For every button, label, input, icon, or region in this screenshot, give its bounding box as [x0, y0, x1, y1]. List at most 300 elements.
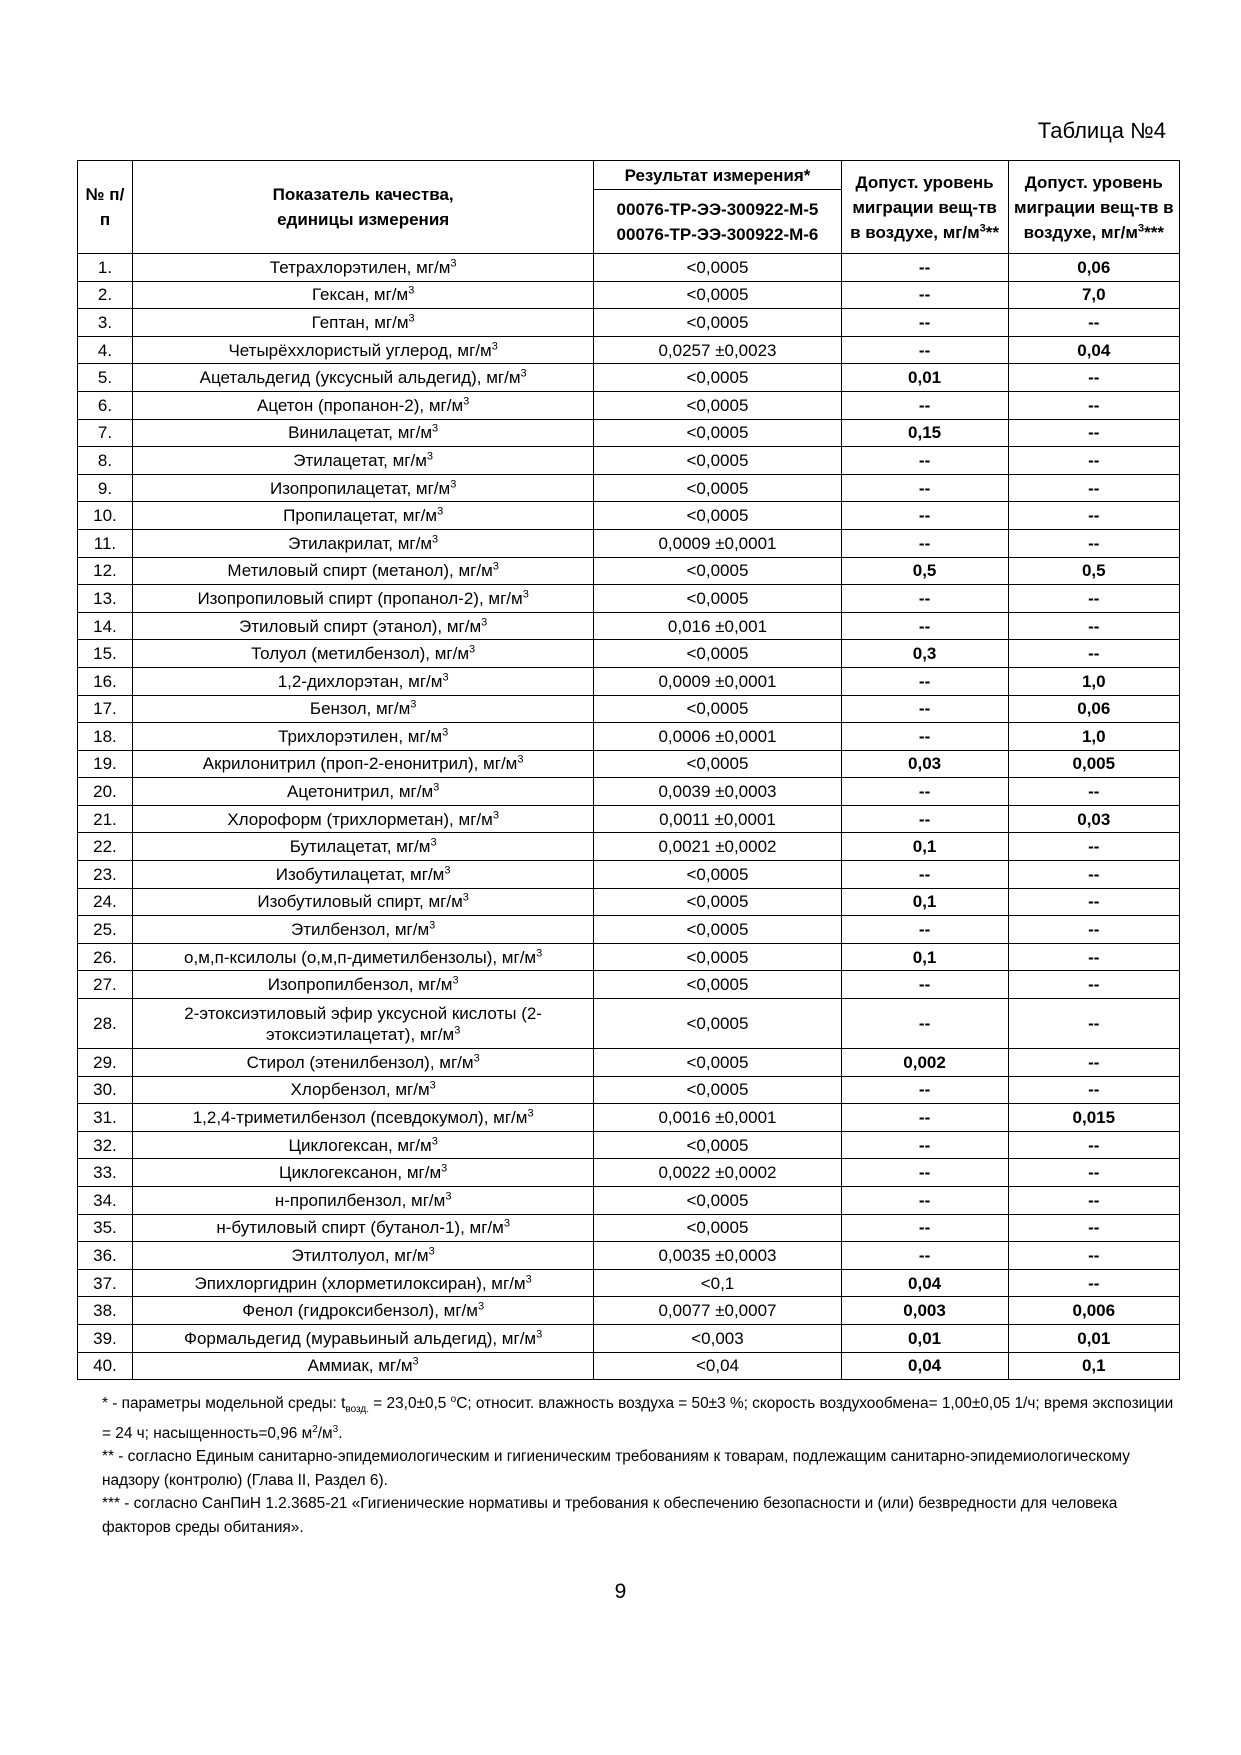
row-indicator-text: Толуол (метилбензол), мг/м [251, 644, 470, 664]
row-limit-2: -- [1008, 585, 1179, 613]
row-limit-2: -- [1008, 971, 1179, 999]
row-indicator [132, 336, 593, 364]
row-number: 1. [78, 254, 133, 282]
row-limit-2: -- [1008, 861, 1179, 889]
row-limit-1: -- [841, 612, 1008, 640]
row-result: <0,0005 [594, 254, 841, 282]
row-limit-2: -- [1008, 833, 1179, 861]
row-indicator [132, 861, 593, 889]
row-limit-2: -- [1008, 1159, 1179, 1187]
row-indicator-text: Акрилонитрил (проп-2-енонитрил), мг/м [202, 754, 518, 774]
row-indicator [132, 888, 593, 916]
row-number: 12. [78, 557, 133, 585]
table-row [78, 1104, 1180, 1132]
row-indicator-sup: 3 [481, 615, 488, 628]
row-number: 27. [78, 971, 133, 999]
row-limit-2: -- [1008, 916, 1179, 944]
row-indicator-sup: 3 [430, 836, 437, 849]
header-sample-ids [594, 190, 841, 254]
row-result: <0,0005 [594, 1049, 841, 1077]
row-indicator [132, 999, 593, 1049]
header-limit-1-suffix: ** [985, 222, 1000, 242]
row-result: <0,0005 [594, 281, 841, 309]
row-limit-1: 0,04 [841, 1352, 1008, 1380]
row-indicator-sup: 3 [428, 1245, 435, 1258]
header-indicator-line2: единицы измерения [277, 210, 450, 229]
row-number: 34. [78, 1187, 133, 1215]
table-row [78, 502, 1180, 530]
row-result: 0,0016 ±0,0001 [594, 1104, 841, 1132]
row-number: 9. [78, 474, 133, 502]
table-row [78, 474, 1180, 502]
row-limit-1: -- [841, 1076, 1008, 1104]
table-row [78, 916, 1180, 944]
row-result: <0,0005 [594, 557, 841, 585]
row-indicator-text: Хлороформ (трихлорметан), мг/м [227, 809, 493, 829]
row-indicator-sup: 3 [525, 1272, 532, 1285]
row-number: 19. [78, 750, 133, 778]
row-limit-1: 0,002 [841, 1049, 1008, 1077]
table-row [78, 943, 1180, 971]
row-indicator-text: Четырёххлористый углерод, мг/м [228, 340, 492, 360]
row-indicator [132, 419, 593, 447]
row-limit-2: -- [1008, 1242, 1179, 1270]
row-indicator [132, 612, 593, 640]
row-indicator-text: Этиловый спирт (этанол), мг/м [239, 616, 482, 636]
row-number: 22. [78, 833, 133, 861]
table-row [78, 557, 1180, 585]
row-indicator-text: Тетрахлорэтилен, мг/м [269, 257, 451, 277]
row-limit-1: -- [841, 309, 1008, 337]
table-row [78, 1131, 1180, 1159]
row-indicator-text: Гептан, мг/м [311, 312, 409, 332]
footnote-2: ** - согласно Единым санитарно-эпидемиологическим и гигиеническим требованиям к товарам, подлежащим санитарно-эпидемиологическому надзору (контролю) (Глава II, Раздел 6). [102, 1448, 1130, 1489]
row-limit-2: -- [1008, 943, 1179, 971]
row-indicator-sup: 3 [536, 1328, 543, 1341]
row-number: 36. [78, 1242, 133, 1270]
row-indicator [132, 695, 593, 723]
row-indicator-sup: 3 [463, 395, 470, 408]
row-indicator [132, 1269, 593, 1297]
row-indicator-sup: 3 [491, 339, 498, 352]
row-indicator-sup: 3 [432, 533, 439, 546]
row-limit-2: -- [1008, 419, 1179, 447]
row-result: 0,0257 ±0,0023 [594, 336, 841, 364]
row-limit-2: -- [1008, 1269, 1179, 1297]
row-result: 0,0009 ±0,0001 [594, 529, 841, 557]
row-number: 33. [78, 1159, 133, 1187]
row-indicator-text: Изопропилацетат, мг/м [269, 478, 451, 498]
footnote-1-d: /м [317, 1424, 333, 1442]
table-row [78, 805, 1180, 833]
row-result: <0,003 [594, 1324, 841, 1352]
row-indicator [132, 502, 593, 530]
results-table [77, 160, 1180, 1380]
row-number: 21. [78, 805, 133, 833]
row-limit-2: -- [1008, 778, 1179, 806]
row-number: 13. [78, 585, 133, 613]
row-result: <0,0005 [594, 474, 841, 502]
row-result: 0,0039 ±0,0003 [594, 778, 841, 806]
row-indicator-sup: 3 [410, 698, 417, 711]
row-indicator [132, 529, 593, 557]
table-row [78, 391, 1180, 419]
row-indicator-text: Винилацетат, мг/м [288, 423, 433, 443]
row-indicator-text: н-пропилбензол, мг/м [274, 1190, 446, 1210]
row-indicator-text: Этилтолуол, мг/м [291, 1245, 429, 1265]
row-number: 23. [78, 861, 133, 889]
table-row [78, 585, 1180, 613]
table-row [78, 695, 1180, 723]
row-number: 29. [78, 1049, 133, 1077]
row-indicator-sup: 3 [450, 257, 457, 270]
row-result: 0,0077 ±0,0007 [594, 1297, 841, 1325]
row-indicator-text: 1,2,4-триметилбензол (псевдокумол), мг/м [192, 1108, 528, 1128]
row-limit-1: -- [841, 667, 1008, 695]
row-indicator [132, 447, 593, 475]
row-limit-1: -- [841, 916, 1008, 944]
row-indicator-sup: 3 [412, 1355, 419, 1368]
table-row [78, 1076, 1180, 1104]
row-indicator-sup: 3 [432, 422, 439, 435]
row-limit-1: -- [841, 971, 1008, 999]
row-limit-1: 0,003 [841, 1297, 1008, 1325]
row-indicator-text: н-бутиловый спирт (бутанол-1), мг/м [216, 1218, 504, 1238]
row-number: 28. [78, 999, 133, 1049]
row-indicator-text: Циклогексанон, мг/м [279, 1163, 442, 1183]
row-limit-1: -- [841, 502, 1008, 530]
row-number: 20. [78, 778, 133, 806]
row-result: 0,0021 ±0,0002 [594, 833, 841, 861]
header-limit-1 [841, 161, 1008, 254]
row-indicator [132, 833, 593, 861]
row-limit-1: -- [841, 805, 1008, 833]
row-result: 0,0035 ±0,0003 [594, 1242, 841, 1270]
row-limit-2: 0,06 [1008, 695, 1179, 723]
row-limit-2: -- [1008, 1187, 1179, 1215]
row-number: 17. [78, 695, 133, 723]
row-indicator [132, 1159, 593, 1187]
row-result: <0,0005 [594, 750, 841, 778]
row-limit-1: -- [841, 281, 1008, 309]
row-indicator [132, 971, 593, 999]
row-limit-2: -- [1008, 1131, 1179, 1159]
row-limit-1: -- [841, 861, 1008, 889]
row-indicator-sup: 3 [492, 809, 499, 822]
row-result: <0,0005 [594, 971, 841, 999]
row-indicator-text: Этилбензол, мг/м [291, 920, 430, 940]
header-result: Результат измерения* [594, 161, 841, 190]
row-limit-2: 0,015 [1008, 1104, 1179, 1132]
row-number: 25. [78, 916, 133, 944]
row-indicator [132, 1049, 593, 1077]
row-indicator [132, 723, 593, 751]
header-indicator-line1: Показатель качества, [272, 185, 454, 204]
footnote-1-c: С; относит. влажность воздуха = 50±3 %; скорость воздухообмена= 1,00±0,05 1/ч; время экспозиции = 24 ч; насыщенность=0,96 м [102, 1395, 1174, 1442]
row-indicator [132, 1131, 593, 1159]
row-indicator-sup: 3 [503, 1217, 510, 1230]
row-result: 0,0006 ±0,0001 [594, 723, 841, 751]
table-row [78, 640, 1180, 668]
row-number: 18. [78, 723, 133, 751]
row-indicator-text: Стирол (этенилбензол), мг/м [246, 1052, 474, 1072]
header-sample-id-1: 00076-ТР-ЭЭ-300922-М-5 [616, 199, 819, 219]
table-row [78, 888, 1180, 916]
row-number: 35. [78, 1214, 133, 1242]
row-limit-1: 0,3 [841, 640, 1008, 668]
row-limit-1: 0,1 [841, 833, 1008, 861]
row-indicator-sup: 3 [442, 671, 449, 684]
row-indicator-sup: 3 [473, 1052, 480, 1065]
footnote-1-deg: о [450, 1393, 457, 1405]
table-row [78, 1297, 1180, 1325]
row-result: <0,0005 [594, 309, 841, 337]
row-indicator [132, 364, 593, 392]
row-result: <0,0005 [594, 1187, 841, 1215]
row-indicator-sup: 3 [520, 367, 527, 380]
row-limit-1: 0,04 [841, 1269, 1008, 1297]
row-number: 30. [78, 1076, 133, 1104]
row-indicator-sup: 3 [527, 1107, 534, 1120]
table-row [78, 1324, 1180, 1352]
row-indicator [132, 1104, 593, 1132]
row-indicator-text: Хлорбензол, мг/м [290, 1080, 430, 1100]
table-row [78, 861, 1180, 889]
row-result: <0,04 [594, 1352, 841, 1380]
row-result: <0,0005 [594, 888, 841, 916]
row-indicator-text: Этилакрилат, мг/м [288, 533, 433, 553]
row-number: 4. [78, 336, 133, 364]
row-indicator-text: Этилацетат, мг/м [293, 450, 427, 470]
row-limit-2: -- [1008, 474, 1179, 502]
row-limit-2: 0,005 [1008, 750, 1179, 778]
table-row [78, 1187, 1180, 1215]
table-row [78, 254, 1180, 282]
table-row [78, 447, 1180, 475]
row-indicator-text: Изобутилацетат, мг/м [275, 864, 445, 884]
row-limit-2: -- [1008, 640, 1179, 668]
row-limit-1: -- [841, 254, 1008, 282]
row-number: 2. [78, 281, 133, 309]
row-indicator-sup: 3 [408, 284, 415, 297]
row-indicator-sup: 3 [441, 1162, 448, 1175]
row-limit-1: -- [841, 529, 1008, 557]
row-result: <0,0005 [594, 999, 841, 1049]
row-result: <0,0005 [594, 1131, 841, 1159]
header-limit-2-sup: 3 [1137, 221, 1145, 234]
header-limit-1-sup: 3 [979, 221, 986, 234]
row-indicator-text: 1,2-дихлорэтан, мг/м [277, 671, 443, 691]
table-row [78, 778, 1180, 806]
row-result: <0,1 [594, 1269, 841, 1297]
row-indicator [132, 1076, 593, 1104]
table-row [78, 971, 1180, 999]
row-result: 0,0009 ±0,0001 [594, 667, 841, 695]
header-limit-2-text: Допуст. уровень миграции вещ-тв в воздухе, мг/м [1013, 172, 1174, 242]
row-indicator-text: Ацетонитрил, мг/м [287, 782, 434, 802]
footnote-1-sub: возд. [345, 1404, 370, 1416]
row-result: <0,0005 [594, 1076, 841, 1104]
row-limit-2: 0,5 [1008, 557, 1179, 585]
row-number: 3. [78, 309, 133, 337]
row-limit-1: -- [841, 1242, 1008, 1270]
row-indicator-sup: 3 [431, 1134, 438, 1147]
row-indicator [132, 640, 593, 668]
table-row [78, 667, 1180, 695]
row-indicator [132, 585, 593, 613]
table-row [78, 309, 1180, 337]
row-indicator-text: Бензол, мг/м [309, 699, 411, 719]
row-number: 14. [78, 612, 133, 640]
row-limit-1: -- [841, 336, 1008, 364]
table-row [78, 336, 1180, 364]
footnote-1-e: . [338, 1424, 343, 1442]
row-indicator-sup: 3 [536, 946, 543, 959]
row-indicator-text: о,м,п-ксилолы (о,м,п-диметилбензолы), мг/м [184, 947, 537, 967]
row-limit-2: -- [1008, 309, 1179, 337]
row-indicator [132, 391, 593, 419]
row-limit-1: 0,01 [841, 364, 1008, 392]
footnote-3: *** - согласно СанПиН 1.2.3685-21 «Гигиенические нормативы и требования к обеспечению безопасности и (или) безвредности для человека факторов среды обитания». [102, 1495, 1118, 1536]
row-indicator-text: Фенол (гидроксибензол), мг/м [242, 1301, 478, 1321]
row-number: 7. [78, 419, 133, 447]
row-indicator [132, 1242, 593, 1270]
table-row [78, 612, 1180, 640]
row-limit-2: 0,03 [1008, 805, 1179, 833]
row-limit-1: 0,15 [841, 419, 1008, 447]
row-result: <0,0005 [594, 943, 841, 971]
footnote-1-sup3: 3 [332, 1423, 339, 1435]
row-result: <0,0005 [594, 585, 841, 613]
table-row [78, 1269, 1180, 1297]
row-indicator-sup: 3 [437, 505, 444, 518]
row-limit-1: -- [841, 391, 1008, 419]
row-limit-2: -- [1008, 612, 1179, 640]
row-limit-2: -- [1008, 888, 1179, 916]
row-result: <0,0005 [594, 391, 841, 419]
row-result: 0,0011 ±0,0001 [594, 805, 841, 833]
row-indicator-sup: 3 [442, 726, 449, 739]
row-indicator-text: Ацетальдегид (уксусный альдегид), мг/м [199, 368, 521, 388]
row-indicator-text: Пропилацетат, мг/м [283, 506, 438, 526]
row-limit-2: -- [1008, 529, 1179, 557]
row-indicator [132, 309, 593, 337]
row-limit-1: -- [841, 1131, 1008, 1159]
header-sample-id-2: 00076-ТР-ЭЭ-300922-М-6 [616, 224, 819, 244]
row-limit-2: -- [1008, 999, 1179, 1049]
row-limit-1: 0,01 [841, 1324, 1008, 1352]
row-indicator [132, 557, 593, 585]
table-row [78, 833, 1180, 861]
footnote-1 [102, 1392, 1182, 1445]
row-indicator-text: Изопропилбензол, мг/м [267, 975, 453, 995]
row-number: 26. [78, 943, 133, 971]
table-label: Таблица №4 [1037, 118, 1166, 143]
row-number: 8. [78, 447, 133, 475]
row-limit-1: -- [841, 999, 1008, 1049]
table-body [78, 254, 1180, 1380]
row-indicator-text: Циклогексан, мг/м [288, 1135, 432, 1155]
row-indicator-text: Эпихлоргидрин (хлорметилоксиран), мг/м [194, 1273, 526, 1293]
row-indicator-sup: 3 [454, 1023, 461, 1036]
row-number: 5. [78, 364, 133, 392]
row-indicator-text: 2-этоксиэтиловый эфир уксусной кислоты (2-этоксиэтилацетат), мг/м [184, 1003, 542, 1044]
table-row [78, 364, 1180, 392]
row-indicator-text: Трихлорэтилен, мг/м [278, 726, 443, 746]
table-row [78, 1049, 1180, 1077]
row-limit-1: -- [841, 474, 1008, 502]
footnote-1-a: * - параметры модельной среды: t [102, 1395, 346, 1412]
header-limit-1-text: Допуст. уровень миграции вещ-тв в воздухе, мг/м [850, 172, 997, 242]
row-number: 39. [78, 1324, 133, 1352]
row-result: <0,0005 [594, 419, 841, 447]
row-limit-2: -- [1008, 364, 1179, 392]
row-indicator-sup: 3 [429, 919, 436, 932]
row-limit-2: 1,0 [1008, 723, 1179, 751]
header-limit-2-suffix: *** [1144, 222, 1164, 242]
row-limit-1: -- [841, 1214, 1008, 1242]
row-indicator [132, 1214, 593, 1242]
table-row [78, 1352, 1180, 1380]
table-row [78, 419, 1180, 447]
row-indicator [132, 474, 593, 502]
row-indicator [132, 1352, 593, 1380]
table-row [78, 999, 1180, 1049]
row-limit-1: 0,03 [841, 750, 1008, 778]
page-number: 9 [614, 1580, 627, 1603]
row-number: 6. [78, 391, 133, 419]
row-number: 37. [78, 1269, 133, 1297]
row-limit-2: -- [1008, 502, 1179, 530]
row-limit-2: 7,0 [1008, 281, 1179, 309]
row-result: <0,0005 [594, 861, 841, 889]
footnote-1-sup2: 2 [312, 1423, 318, 1435]
row-limit-1: -- [841, 585, 1008, 613]
row-indicator-sup: 3 [522, 588, 529, 601]
row-limit-1: -- [841, 1104, 1008, 1132]
row-indicator-text: Аммиак, мг/м [307, 1356, 413, 1376]
row-indicator [132, 943, 593, 971]
row-limit-2: -- [1008, 1076, 1179, 1104]
table-row [78, 281, 1180, 309]
row-indicator [132, 1324, 593, 1352]
row-limit-1: -- [841, 447, 1008, 475]
row-limit-2: 0,1 [1008, 1352, 1179, 1380]
row-limit-1: 0,1 [841, 943, 1008, 971]
row-limit-1: -- [841, 778, 1008, 806]
row-number: 10. [78, 502, 133, 530]
row-result: <0,0005 [594, 1214, 841, 1242]
row-indicator [132, 281, 593, 309]
row-indicator-sup: 3 [450, 477, 457, 490]
row-limit-2: 0,04 [1008, 336, 1179, 364]
row-indicator-sup: 3 [444, 864, 451, 877]
row-limit-1: -- [841, 723, 1008, 751]
row-indicator [132, 254, 593, 282]
row-limit-2: -- [1008, 1214, 1179, 1242]
row-limit-1: 0,1 [841, 888, 1008, 916]
row-indicator-text: Ацетон (пропанон-2), мг/м [257, 395, 464, 415]
row-number: 15. [78, 640, 133, 668]
table-row [78, 1242, 1180, 1270]
footnotes [102, 1392, 1182, 1539]
row-indicator-text: Изобутиловый спирт, мг/м [257, 892, 463, 912]
row-indicator [132, 778, 593, 806]
row-number: 24. [78, 888, 133, 916]
row-result: <0,0005 [594, 695, 841, 723]
row-indicator-sup: 3 [492, 560, 499, 573]
row-result: <0,0005 [594, 640, 841, 668]
